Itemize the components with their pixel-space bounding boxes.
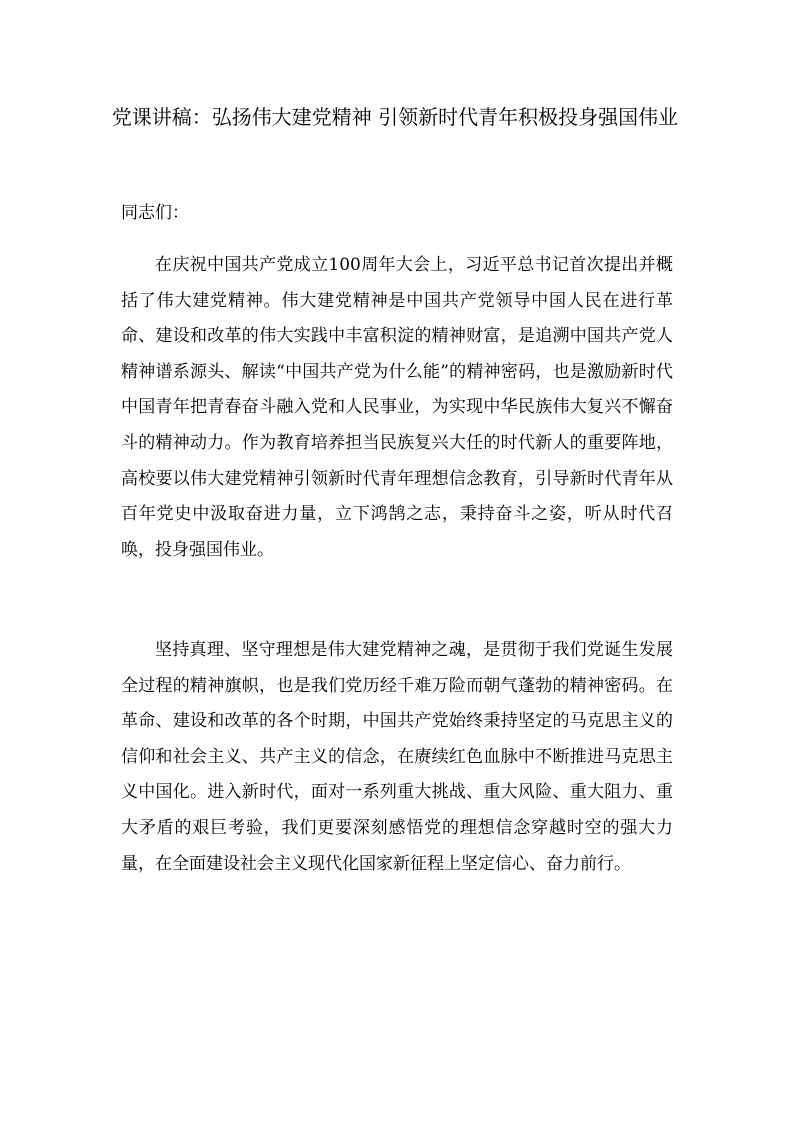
document-title: 党课讲稿：弘扬伟大建党精神 引领新时代青年积极投身强国伟业 (111, 105, 679, 129)
paragraph-1: 在庆祝中国共产党成立100周年大会上，习近平总书记首次提出并概括了伟大建党精神。伟大建党精神是中国共产党领导中国人民在进行革命、建设和改革的伟大实践中丰富积淀的精神财富，是追溯中国共产党人精神谱系源头、解读“中国共产党为什么能”的精神密码，也是激励新时代中国青年把青春奋斗融入党和人民事业，为实现中华民族伟大复兴不懈奋斗的精神动力。作为教育培养担当民族复兴大任的时代新人的重要阵地，高校要以伟大建党精神引领新时代青年理想信念教育，引导新时代青年从百年党史中汲取奋进力量，立下鸿鹄之志，秉持奋斗之姿，听从时代召唤，投身强国伟业。 (121, 255, 673, 560)
salutation: 同志们： (121, 203, 189, 223)
paragraph-2: 坚持真理、坚守理想是伟大建党精神之魂，是贯彻于我们党诞生发展全过程的精神旗帜，也是我们党历经千难万险而朝气蓬勃的精神密码。在革命、建设和改革的各个时期，中国共产党始终秉持坚定的马克思主义的信仰和社会主义、共产主义的信念，在赓续红色血脉中不断推进马克思主义中国化。进入新时代，面对一系列重大挑战、重大风险、重大阻力、重大矛盾的艰巨考验，我们更要深刻感悟党的理想信念穿越时空的强大力量，在全面建设社会主义现代化国家新征程上坚定信心、奋力前行。 (121, 640, 673, 874)
